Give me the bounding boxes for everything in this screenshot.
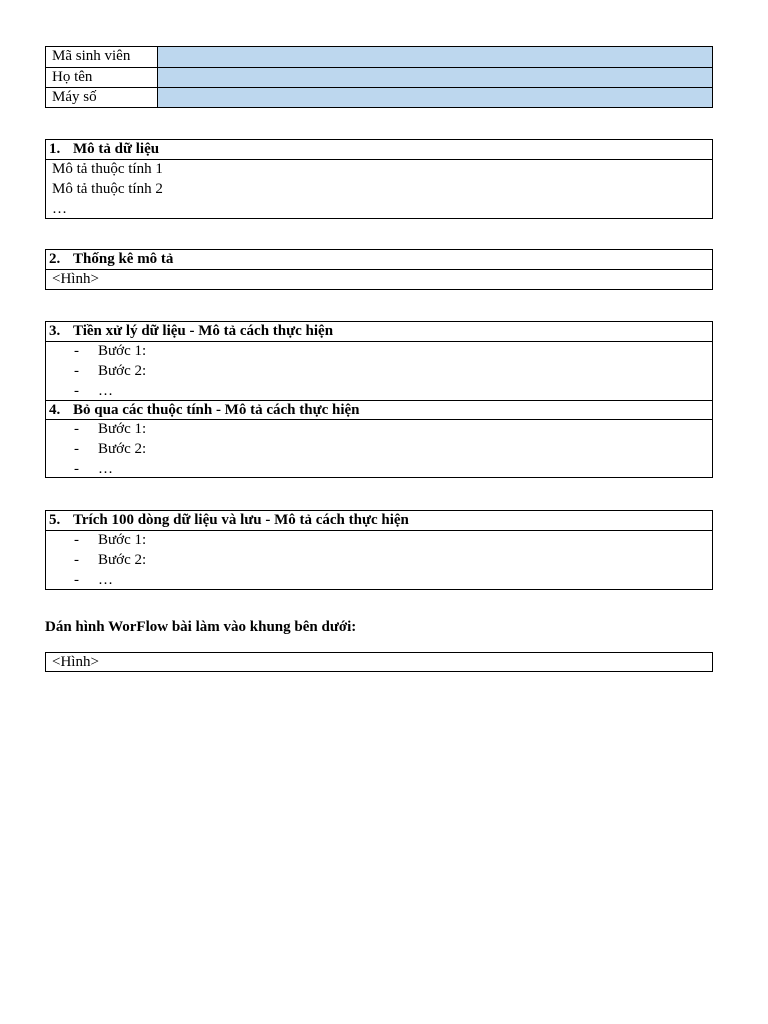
bullet-dash: - [74, 343, 79, 359]
section-5-step[interactable] [46, 551, 712, 571]
bullet-dash: - [74, 363, 79, 379]
full-name-field[interactable] [158, 68, 712, 87]
section-3-step[interactable] [46, 342, 712, 362]
step-text: Bước 2: [98, 441, 147, 457]
student-info-table [45, 46, 713, 108]
section-5-title: Trích 100 dòng dữ liệu và lưu - Mô tả cách thực hiện [73, 512, 409, 528]
section-3-header [46, 322, 712, 342]
section-2-box [45, 249, 713, 290]
student-id-field[interactable] [158, 47, 712, 67]
workflow-image-placeholder[interactable]: <Hình> [52, 654, 99, 670]
bullet-dash: - [74, 552, 79, 568]
step-text: … [98, 461, 113, 477]
student-id-label: Mã sinh viên [46, 47, 158, 67]
section-1-box [45, 139, 713, 219]
section-4-step[interactable] [46, 420, 712, 440]
bullet-dash: - [74, 532, 79, 548]
bullet-dash: - [74, 572, 79, 588]
section-3-number: 3. [49, 323, 61, 339]
section-1-title: Mô tả dữ liệu [73, 141, 160, 157]
section-4-title: Bỏ qua các thuộc tính - Mô tả cách thực hiện [73, 402, 360, 418]
section-2-number: 2. [49, 251, 61, 267]
machine-number-label: Máy số [46, 88, 158, 107]
section-2-title: Thống kê mô tả [73, 251, 174, 267]
workflow-image-box [45, 652, 713, 672]
section-5-header [46, 511, 712, 531]
section-1-line[interactable]: Mô tả thuộc tính 2 [52, 181, 163, 197]
section-4-step[interactable] [46, 460, 712, 477]
bullet-dash: - [74, 421, 79, 437]
section-4-header [46, 400, 712, 420]
section-3-step[interactable] [46, 382, 712, 400]
section-1-line[interactable]: … [52, 201, 67, 217]
bullet-dash: - [74, 461, 79, 477]
step-text: … [98, 383, 113, 399]
full-name-label: Họ tên [46, 68, 158, 87]
section-3-step[interactable] [46, 362, 712, 382]
section-1-number: 1. [49, 141, 61, 157]
section-5-step[interactable] [46, 571, 712, 589]
section-3-title: Tiền xử lý dữ liệu - Mô tả cách thực hiện [73, 323, 334, 339]
section-4-step[interactable] [46, 440, 712, 460]
section-1-line[interactable]: Mô tả thuộc tính 1 [52, 161, 163, 177]
step-text: … [98, 572, 113, 588]
machine-number-field[interactable] [158, 88, 712, 107]
bullet-dash: - [74, 441, 79, 457]
section-2-header [46, 250, 712, 270]
section-5-box [45, 510, 713, 590]
section-1-header [46, 140, 712, 160]
section-2-image-placeholder[interactable]: <Hình> [52, 271, 99, 287]
step-text: Bước 1: [98, 532, 147, 548]
machine-number-row [46, 87, 712, 107]
step-text: Bước 1: [98, 343, 147, 359]
step-text: Bước 2: [98, 363, 147, 379]
student-id-row [46, 47, 712, 67]
full-name-row [46, 67, 712, 87]
section-4-number: 4. [49, 402, 61, 418]
section-5-number: 5. [49, 512, 61, 528]
step-text: Bước 2: [98, 552, 147, 568]
section-3-4-box [45, 321, 713, 478]
step-text: Bước 1: [98, 421, 147, 437]
bullet-dash: - [74, 383, 79, 399]
workflow-instruction: Dán hình WorFlow bài làm vào khung bên dưới: [45, 619, 357, 635]
section-5-step[interactable] [46, 531, 712, 551]
